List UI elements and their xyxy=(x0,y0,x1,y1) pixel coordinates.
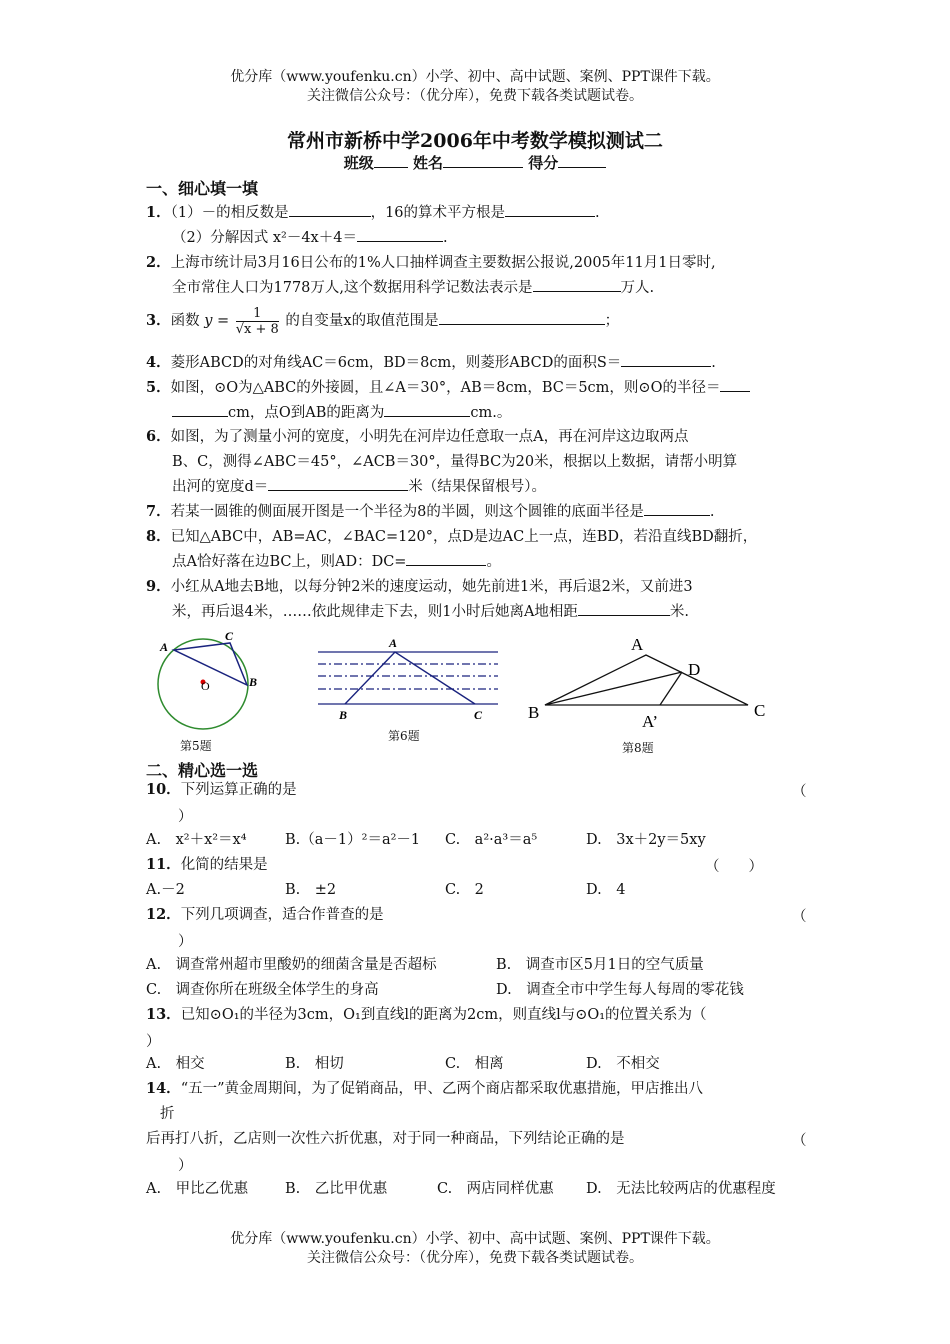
q3-fraction xyxy=(236,306,279,337)
q8-number: 8． xyxy=(146,528,171,545)
q1-blank-3 xyxy=(357,227,443,242)
question-11-stem xyxy=(146,855,268,875)
q11-number: 11． xyxy=(146,856,181,873)
q6-line-2: B、C，测得∠ABC＝45°，∠ACB＝30°，量得BC为20米，根据以上数据，请帮小明算 xyxy=(172,454,738,470)
class-blank xyxy=(374,153,408,168)
q5-line-1: 如图，⊙O为△ABC的外接圆，且∠A＝30°，AB＝8cm，BC＝5cm，则⊙O的半径＝ xyxy=(170,380,721,396)
question-13-stem xyxy=(146,1005,707,1025)
page-title: 常州市新桥中学2006年中考数学模拟测试二 xyxy=(287,130,663,152)
q1-part-d: （2）分解因式 x²－4x＋4＝ xyxy=(172,230,357,246)
q7-blank xyxy=(644,501,710,516)
footer-line2: 关注微信公众号：（优分库），免费下载各类试题试卷。 xyxy=(307,1250,643,1266)
fig8-caption: 第8题 xyxy=(622,741,654,755)
q10-paren-left: （ xyxy=(792,784,807,800)
q3-part-b: 的自变量x的取值范围是 xyxy=(285,313,439,329)
q2-number: 2． xyxy=(146,254,171,271)
q6-line-1: 如图，为了测量小河的宽度，小明先在河岸边任意取一点A，再在河岸这边取两点 xyxy=(170,429,689,445)
q13-option-c: C. 相离 xyxy=(445,1056,504,1072)
q12-option-d: D. 调查全市中学生每人每周的零花钱 xyxy=(496,982,744,998)
question-2 xyxy=(146,250,811,301)
q6-line-3a: 出河的宽度d＝ xyxy=(172,479,269,495)
q7-text: 若某一圆锥的侧面展开图是一个半径为8的半圆，则这个圆锥的底面半径是 xyxy=(170,504,644,520)
q14-paren-right: ） xyxy=(178,1158,193,1174)
q1-number: 1． xyxy=(146,204,171,221)
q12-number: 12． xyxy=(146,906,181,923)
fig8-label-A-prime: A’ xyxy=(642,712,659,731)
q12-paren-left: （ xyxy=(792,909,807,925)
q11-option-d: D. 4 xyxy=(586,882,626,898)
fig6-label-A: A xyxy=(389,636,398,650)
q14-text-a: “五一”黄金周期间，为了促销商品，甲、乙两个商店都采取优惠措施，甲店推出八 xyxy=(180,1081,704,1097)
q12-option-c: C. 调查你所在班级全体学生的身高 xyxy=(146,982,379,998)
question-7 xyxy=(146,499,811,525)
header-line1: 优分库（www.youfenku.cn）小学、初中、高中试题、案例、PPT课件下载。 xyxy=(230,69,720,85)
q11-paren: （ ） xyxy=(705,859,763,875)
fig5-caption: 第5题 xyxy=(180,739,212,753)
q13-paren-right: ） xyxy=(146,1034,161,1050)
q5-number: 5． xyxy=(146,379,171,396)
header-line2: 关注微信公众号：（优分库），免费下载各类试题试卷。 xyxy=(307,88,643,104)
q8-line-1: 已知△ABC中，AB=AC，∠BAC=120°，点D是边AC上一点，连BD，若沿直线BD翻折， xyxy=(170,529,758,545)
q12-option-a: A. 调查常州超市里酸奶的细菌含量是否超标 xyxy=(146,957,437,973)
q14-option-c: C. 两店同样优惠 xyxy=(437,1181,554,1197)
q12-option-b: B. 调查市区5月1日的空气质量 xyxy=(496,957,704,973)
name-label: 姓名 xyxy=(412,154,443,172)
fig6-caption: 第6题 xyxy=(388,729,420,743)
q6-line-3b: 米（结果保留根号）。 xyxy=(408,479,547,495)
fig5-label-A: A xyxy=(160,640,169,654)
figure-8-diagram xyxy=(520,630,780,740)
fig8-label-C: C xyxy=(754,701,766,720)
question-3 xyxy=(146,302,811,340)
question-6 xyxy=(146,424,811,500)
q10-option-a: A. x²＋x²＝x⁴ xyxy=(146,832,247,848)
q13-number: 13． xyxy=(146,1006,181,1023)
q3-y-symbol: y = xyxy=(204,313,230,329)
fig8-label-D: D xyxy=(688,660,701,679)
question-10-stem xyxy=(146,780,297,800)
q3-blank xyxy=(439,310,605,325)
fig5-triangle xyxy=(174,643,247,685)
q2-end: 万人. xyxy=(620,280,655,296)
q1-blank-2 xyxy=(505,202,595,217)
q3-number: 3． xyxy=(146,312,171,329)
question-12-stem xyxy=(146,905,384,925)
q14-option-d: D. 无法比较两店的优惠程度 xyxy=(586,1181,776,1197)
q13-option-a: A. 相交 xyxy=(146,1056,205,1072)
figure-5-diagram xyxy=(150,628,270,738)
q7-number: 7． xyxy=(146,503,171,520)
q11-option-b: B. ±2 xyxy=(285,882,337,898)
q3-denominator: √x + 8 xyxy=(235,321,279,337)
q2-line-1: 上海市统计局3月16日公布的1%人口抽样调查主要数据公报说,2005年11月1日零时, xyxy=(170,255,716,271)
q9-blank xyxy=(578,601,670,616)
q1-blank-1 xyxy=(289,202,371,217)
class-label: 班级 xyxy=(343,154,374,172)
question-1 xyxy=(146,200,811,251)
score-label: 得分 xyxy=(528,154,559,172)
q9-end: 米. xyxy=(669,604,690,620)
fig8-segment-BD xyxy=(545,672,682,705)
question-9 xyxy=(146,574,811,625)
question-8 xyxy=(146,524,811,575)
question-4 xyxy=(146,350,811,376)
q1-part-e: . xyxy=(442,230,448,246)
q11-text: 化简的结果是 xyxy=(180,857,268,873)
q13-text: 已知⊙O₁的半径为3cm，O₁到直线l的距离为2cm，则直线l与⊙O₁的位置关系为（ xyxy=(180,1007,707,1023)
fig5-label-B: B xyxy=(249,675,258,689)
q10-paren-right: ） xyxy=(178,809,193,825)
q6-number: 6． xyxy=(146,428,171,445)
q11-option-c: C. 2 xyxy=(445,882,484,898)
q5-line-2: cm，点O到AB的距离为 xyxy=(228,405,385,421)
q6-blank xyxy=(268,476,408,491)
q2-line-2: 全市常住人口为1778万人,这个数据用科学记数法表示是 xyxy=(172,280,533,296)
q14-paren-left: （ xyxy=(792,1133,807,1149)
footer-line1: 优分库（www.youfenku.cn）小学、初中、高中试题、案例、PPT课件下载。 xyxy=(230,1231,720,1247)
q4-number: 4． xyxy=(146,354,171,371)
figure-6-diagram xyxy=(310,632,510,727)
q1-part-c: . xyxy=(595,205,600,221)
student-info-line xyxy=(0,152,950,173)
fig5-label-O: O xyxy=(201,679,210,693)
q9-line-2: 米，再后退4米，……依此规律走下去，则1小时后她离A地相距 xyxy=(172,604,578,620)
q9-line-1: 小红从A地去B地，以每分钟2米的速度运动，她先前进1米，再后退2米，又前进3 xyxy=(170,579,693,595)
q8-end: 。 xyxy=(486,554,501,570)
q5-blank-1a xyxy=(720,377,750,392)
q4-blank xyxy=(621,352,711,367)
fig5-label-C: C xyxy=(225,629,234,643)
q1-part-a: （1）－的相反数是 xyxy=(170,205,289,221)
q13-option-b: B. 相切 xyxy=(285,1056,344,1072)
q3-part-a: 函数 xyxy=(170,313,200,329)
q7-end: . xyxy=(709,504,715,520)
q10-option-c: C. a²·a³＝a⁵ xyxy=(445,832,538,848)
q14-option-b: B. 乙比甲优惠 xyxy=(285,1181,388,1197)
question-14-line-1 xyxy=(146,1079,703,1099)
q14-number: 14． xyxy=(146,1080,181,1097)
question-5 xyxy=(146,375,811,426)
q5-end: cm.。 xyxy=(470,405,512,421)
q10-option-b: B.（a－1）²＝a²－1 xyxy=(285,832,421,848)
q13-option-d: D. 不相交 xyxy=(586,1056,660,1072)
q12-paren-right: ） xyxy=(178,934,193,950)
q4-end: . xyxy=(711,355,716,371)
fig6-label-C: C xyxy=(474,708,483,722)
q14-option-a: A. 甲比乙优惠 xyxy=(146,1181,249,1197)
q10-text: 下列运算正确的是 xyxy=(180,782,297,798)
name-blank xyxy=(443,153,523,168)
section-choice-title: 二、精心选一选 xyxy=(146,761,259,780)
fig6-label-B: B xyxy=(339,708,348,722)
q11-option-a: A.－2 xyxy=(146,882,185,898)
score-blank xyxy=(558,153,606,168)
q5-blank-1b xyxy=(172,402,228,417)
q1-part-b: ，16的算术平方根是 xyxy=(370,205,506,221)
q2-blank xyxy=(533,277,621,292)
fig8-label-A: A xyxy=(631,635,644,654)
q3-end: ； xyxy=(604,313,620,329)
q3-numerator: 1 xyxy=(236,306,279,322)
q5-blank-2 xyxy=(384,402,470,417)
q14-text-a2: 折 xyxy=(160,1106,175,1122)
q8-blank xyxy=(406,551,486,566)
q8-line-2: 点A恰好落在边BC上，则AD：DC= xyxy=(172,554,407,570)
q10-number: 10． xyxy=(146,781,181,798)
q14-text-b: 后再打八折，乙店则一次性六折优惠，对于同一种商品，下列结论正确的是 xyxy=(146,1131,625,1147)
q12-text: 下列几项调查，适合作普查的是 xyxy=(180,907,384,923)
section-fill-in-title: 一、细心填一填 xyxy=(146,179,259,198)
q4-text: 菱形ABCD的对角线AC＝6cm，BD＝8cm，则菱形ABCD的面积S＝ xyxy=(170,355,622,371)
q9-number: 9． xyxy=(146,578,171,595)
fig8-label-B: B xyxy=(528,703,540,722)
fig6-triangle xyxy=(345,652,475,704)
q10-option-d: D. 3x＋2y＝5xy xyxy=(586,832,706,848)
